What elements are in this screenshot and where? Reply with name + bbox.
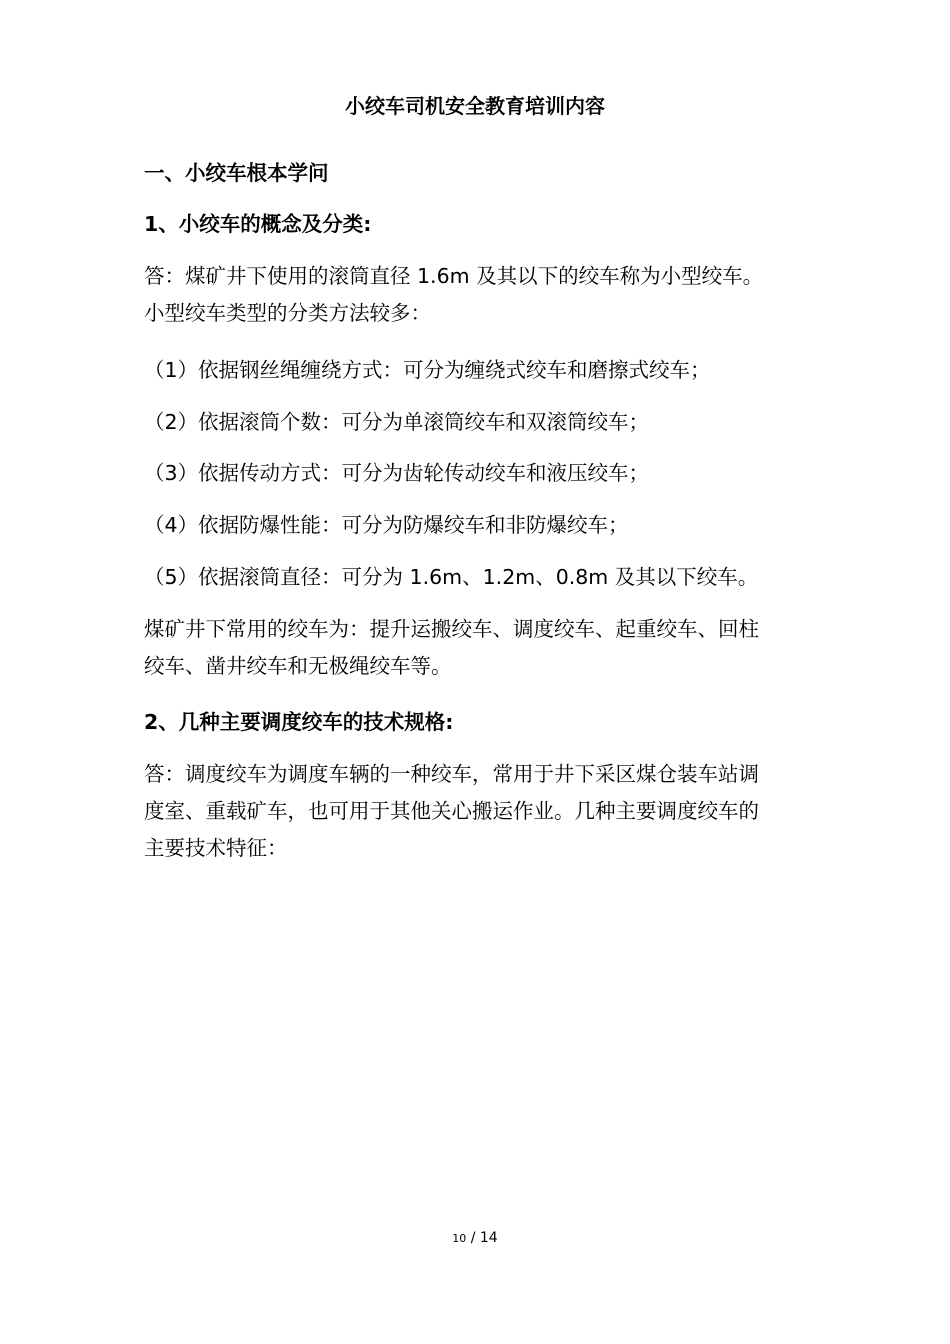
paragraph-line: 答：调度绞车为调度车辆的一种绞车，常用于井下采区煤仓装车站调 [144, 762, 759, 786]
current-page-number: 10 [452, 1232, 467, 1245]
paragraph-common-winches [144, 611, 824, 685]
subsection-heading: 2、几种主要调度绞车的技术规格: [144, 710, 454, 734]
paragraph-line: 绞车、凿井绞车和无极绳绞车等。 [144, 654, 452, 678]
paragraph-line: 主要技术特征： [144, 836, 288, 860]
list-item: （4）依据防爆性能：可分为防爆绞车和非防爆绞车； [144, 513, 629, 537]
page-separator: / [470, 1230, 476, 1246]
subsection-heading: 1、小绞车的概念及分类: [144, 212, 372, 236]
paragraph-line: 小型绞车类型的分类方法较多： [144, 301, 431, 325]
paragraph-definition [144, 258, 824, 332]
page-number [0, 1228, 950, 1249]
paragraph-line: 煤矿井下常用的绞车为：提升运搬绞车、调度绞车、起重绞车、回柱 [144, 617, 759, 641]
paragraph-line: 度室、重载矿车，也可用于其他关心搬运作业。几种主要调度绞车的 [144, 799, 759, 823]
paragraph-line: 答：煤矿井下使用的滚筒直径 1.6m 及其以下的绞车称为小型绞车。 [144, 264, 764, 288]
list-item: （2）依据滚筒个数：可分为单滚筒绞车和双滚筒绞车； [144, 410, 650, 434]
list-item: （1）依据钢丝绳缠绕方式：可分为缠绕式绞车和磨擦式绞车； [144, 358, 711, 382]
paragraph-dispatch-winch [144, 756, 824, 867]
section-heading: 一、小绞车根本学问 [144, 161, 329, 185]
list-item: （5）依据滚筒直径：可分为 1.6m、1.2m、0.8m 及其以下绞车。 [144, 565, 759, 589]
list-item: （3）依据传动方式：可分为齿轮传动绞车和液压绞车； [144, 461, 650, 485]
document-title: 小绞车司机安全教育培训内容 [345, 94, 605, 118]
total-pages: 14 [479, 1230, 498, 1246]
